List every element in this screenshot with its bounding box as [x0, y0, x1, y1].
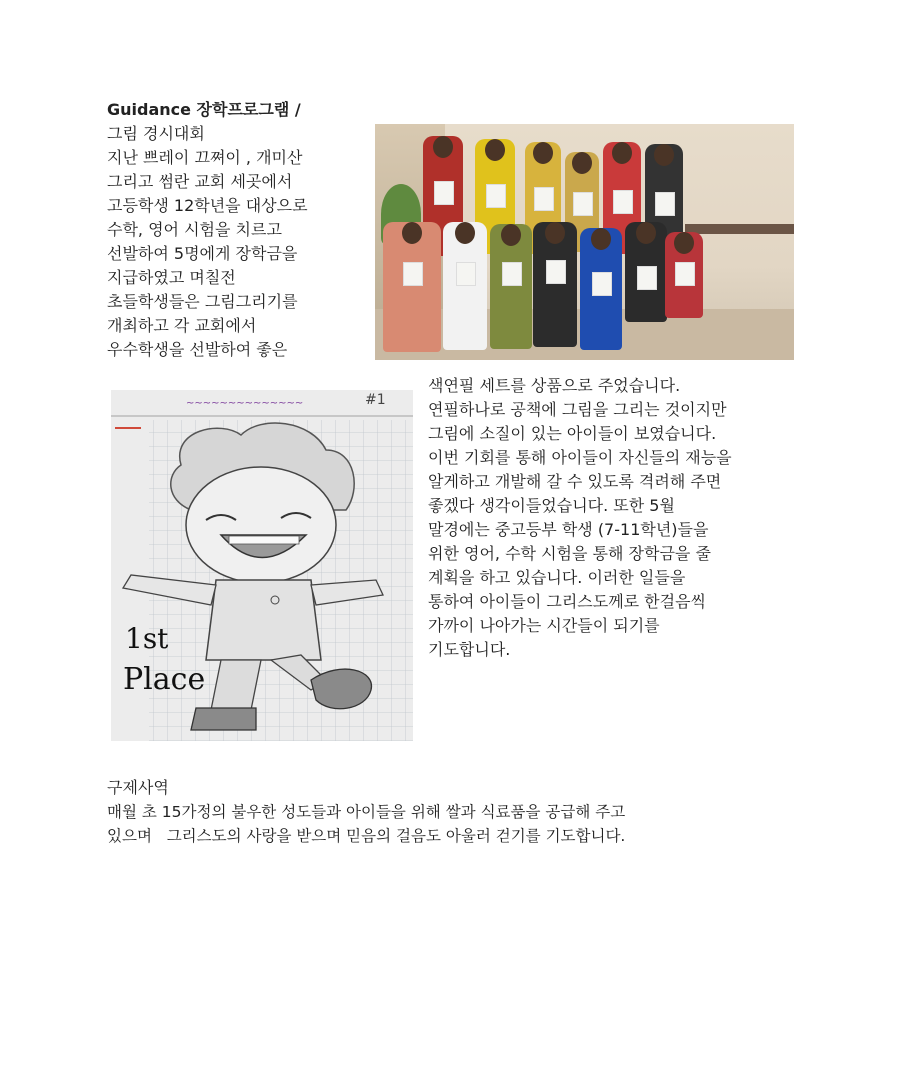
heading-ko: 장학프로그램 /: [190, 100, 301, 119]
body-line: 좋겠다 생각이들었습니다. 또한 5월: [428, 496, 675, 515]
intro-line: 지급하였고 며칠전: [107, 268, 236, 287]
intro-line: 개최하고 각 교회에서: [107, 316, 257, 335]
body-line: 가까이 나아가는 시간들이 되기를: [428, 616, 660, 635]
svg-text:~~~~~~~~~~~~~~: ~~~~~~~~~~~~~~: [186, 398, 304, 409]
body-line: 통하여 아이들이 그리스도께로 한걸음씩: [428, 592, 707, 611]
body-line: 기도합니다.: [428, 640, 511, 659]
group-photo: [375, 124, 794, 360]
intro-line: 고등학생 12학년을 대상으로: [107, 196, 308, 215]
intro-line: 그림 경시대회: [107, 124, 205, 143]
heading-en: Guidance: [107, 100, 191, 119]
relief-line-2: 있으며 그리스도의 사랑을 받으며 믿음의 걸음도 아울러 걷기를 기도합니다.: [107, 827, 626, 845]
pencil-drawing: [111, 390, 413, 741]
relief-title: 구제사역: [107, 778, 169, 797]
relief-line-1: 매월 초 15가정의 불우한 성도들과 아이들을 위해 쌀과 식료품을 공급해 주고: [107, 803, 626, 821]
place-line-2: Place: [123, 662, 206, 697]
intro-line: 수학, 영어 시험을 치르고: [107, 220, 282, 239]
body-line: 이번 기회를 통해 아이들이 자신들의 재능을: [428, 448, 732, 467]
body-line: 알게하고 개발해 갈 수 있도록 격려해 주면: [428, 472, 722, 491]
intro-line: 선발하여 5명에게 장학금을: [107, 244, 298, 263]
corner-mark: #1: [365, 392, 386, 408]
intro-line: 지난 쁘레이 끄쪄이 , 개미산: [107, 148, 303, 167]
body-line: 말경에는 중고등부 학생 (7-11학년)들을: [428, 520, 709, 539]
body-line: 그림에 소질이 있는 아이들이 보였습니다.: [428, 424, 717, 443]
body-line: 계획을 하고 있습니다. 이러한 일들을: [428, 568, 686, 587]
intro-line: 우수학생을 선발하여 좋은: [107, 340, 288, 359]
body-line: 색연필 세트를 상품으로 주었습니다.: [428, 376, 681, 395]
heading: [107, 98, 301, 122]
intro-line: 그리고 썸란 교회 세곳에서: [107, 172, 293, 191]
body-line: 위한 영어, 수학 시험을 통해 장학금을 줄: [428, 544, 711, 563]
intro-line: 초들학생들은 그림그리기를: [107, 292, 298, 311]
body-line: 연필하나로 공책에 그림을 그리는 것이지만: [428, 400, 727, 419]
place-line-1: 1st: [125, 622, 169, 655]
